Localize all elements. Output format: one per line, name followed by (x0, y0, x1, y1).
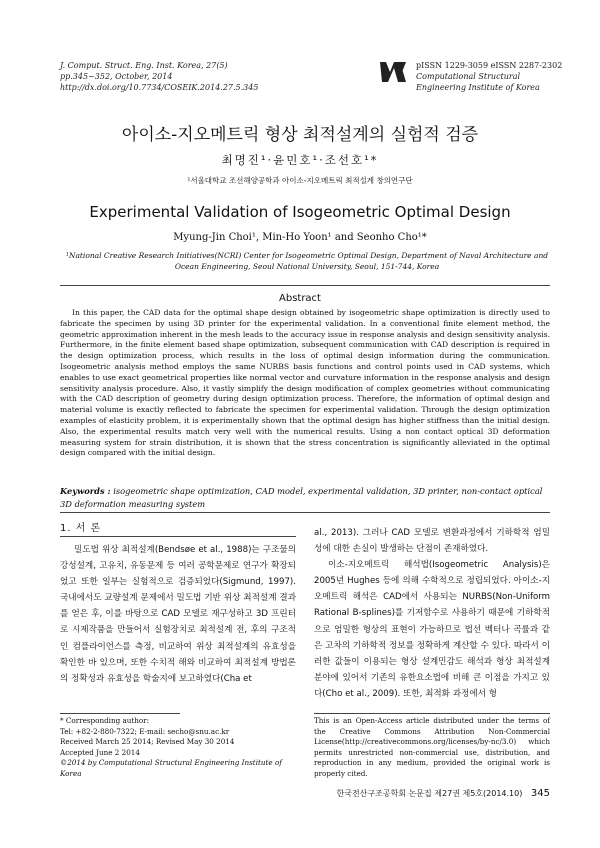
doi-link[interactable]: http://dx.doi.org/10.7734/COSEIK.2014.27.5.345 (60, 83, 259, 92)
title-english: Experimental Validation of Isogeometric Optimal Design (89, 203, 511, 221)
citation-line: J. Comput. Struct. Eng. Inst. Korea, 27(5) (60, 61, 228, 70)
keywords-text: isogeometric shape optimization, CAD model, experimental validation, 3D printer, non-contact optical 3D deformation measuring system (60, 486, 543, 509)
right-column (314, 525, 550, 702)
footnote-line: Tel: +82-2-880-7322; E-mail: secho@snu.ac.kr (60, 726, 230, 736)
society-name: Computational Structural (416, 72, 521, 81)
journal-issue: 한국전산구조공학회 논문집 제27권 제5호(2014.10) (336, 789, 523, 798)
authors-english: Myung-Jin Choi¹, Min-Ho Yoon¹ and Seonho Cho¹* (173, 232, 427, 243)
footnote-rule (60, 713, 180, 714)
abstract-heading: Abstract (279, 293, 321, 304)
footnote-left (60, 716, 296, 779)
section-heading: 1. 서 론 (60, 523, 102, 534)
title-korean: 아이소-지오메트릭 형상 최적설계의 실험적 검증 (121, 125, 479, 145)
citation-line: pp.345~352, October, 2014 (60, 72, 173, 81)
paragraph: 밀도법 위상 최적설계(Bendsøe et al., 1988)는 구조물의 강성설계, 고유치, 유동문제 등 여러 공학문제로 연구가 확장되었고 또한 일부는 실험적으로 검증되었다(Sigmund, 1997). 국내에서도 교량설계 문제에서 밀도법 기반 위상 최적설계 결과를 얻은 후, 이를 바탕으로 CAD 모델로 재구성하고 3D 프린터로 시제작품을 만들어서 실험장치로 최적설계 전, 후의 구조적인 컴플라이언스를 측정, 비교하여 위상 최적설계의 유효성을 확인한 바 있으며, 또한 수치적 해와 비교하여 최적설계 방법론의 정확성과 유효성을 학술지에 보고하였다(Cha et (60, 545, 296, 684)
left-column (60, 542, 296, 687)
paragraph: 이소-지오메트릭 해석법(Isogeometric Analysis)은 2005년 Hughes 등에 의해 수학적으로 정립되었다. 아이소-지오메트릭 해석은 CAD에서 사용되는 NURBS(Non-Uniform Rational B-splines)를 기저함수로 사용하기 때문에 기하학적으로 엄밀한 형상의 표현이 가능하므로 법선 벡터나 곡률과 같은 고차의 기하학적 정보를 정확하게 계산할 수 있다. 따라서 이러한 값들이 이용되는 형상 설계민감도 해석과 형상 최적설계 분야에 있어서 기존의 유한요소법에 비해 큰 이점을 가지고 있다(Cho et al., 2009). 또한, 최적화 과정에서 형 (314, 560, 550, 699)
issn-line: pISSN 1229-3059 eISSN 2287-2302 (416, 61, 563, 70)
keywords-block (60, 485, 550, 511)
journal-citation (60, 60, 258, 93)
page-number: 345 (530, 788, 550, 799)
abstract-body: In this paper, the CAD data for the optimal shape design obtained by isogeometric shape optimization is directly used to fabricate the specimen by using 3D printer for the experimental validation. In a conventional finite element method, the geometric approximation inherent in the mesh leads to the accuracy issue in response analysis and design sensitivity analysis. Furthermore, in the finite element based shape optimization, subsequent communication with CAD description is required in the design optimization process, which results in the loss of optimal design information during the communication. Isogeometric analysis method employs the same NURBS basis functions and control points used in CAD systems, which enables to use exact geometrical properties like normal vector and curvature information in the response analysis and design sensitivity analysis procedure. Also, it vastly simplify the design modification of complex geometries without communicating with the CAD description of geometry during design optimization process. Therefore, the information of optimal design and material volume is exactly reflected to fabricate the specimen for experimental validation. Through the design optimization examples of elasticity problem, it is experimentally shown that the optimal design has higher stiffness than the initial design. Also, the experimental results match very well with the numerical results. Using a non contact optical 3D deformation measuring system for strain distribution, it is shown that the stress concentration is significantly alleviated in the optimal design compared with the initial design. (60, 308, 550, 458)
paragraph: al., 2013). 그러나 CAD 모델로 변환과정에서 기하학적 엄밀성에 대한 손실이 발생하는 단점이 존재하였다. (314, 528, 550, 555)
divider (60, 512, 550, 513)
license-notice: This is an Open-Access article distributed under the terms of the Creative Commons Attribution Non-Commercial License(http://creativecommons.org/licenses/by-nc/3.0) which permits unrestricted non-commercial use, distribution, and reproduction in any medium, provided the original work is properly cited. (314, 716, 550, 778)
keywords-label: Keywords : (60, 486, 111, 496)
society-name: Engineering Institute of Korea (416, 83, 540, 92)
journal-logo-icon (380, 60, 408, 84)
divider (60, 536, 296, 537)
footnote-line: Received March 25 2014; Revised May 30 2014 (60, 737, 235, 746)
divider (60, 285, 550, 286)
footnote-rule (314, 713, 550, 714)
footnote-line: ©2014 by Computational Structural Engineering Institute of Korea (60, 758, 282, 778)
affiliation-korean: ¹서울대학교 조선해양공학과 아이소-지오메트릭 최적설계 창의연구단 (187, 176, 413, 185)
footnote-line: * Corresponding author: (60, 716, 150, 725)
authors-korean: 최명진¹·윤민호¹·조선호¹* (221, 153, 379, 167)
affiliation-english: ¹National Creative Research Initiatives(NCRI) Center for Isogeometric Optimal Design, Department of Naval Architecture and Ocean Engineering, Seoul National University, Seoul, 151-744, Korea (65, 251, 549, 271)
page-footer (300, 788, 550, 799)
issn-block (416, 60, 562, 93)
footnote-line: Accepted June 2 2014 (60, 747, 140, 757)
